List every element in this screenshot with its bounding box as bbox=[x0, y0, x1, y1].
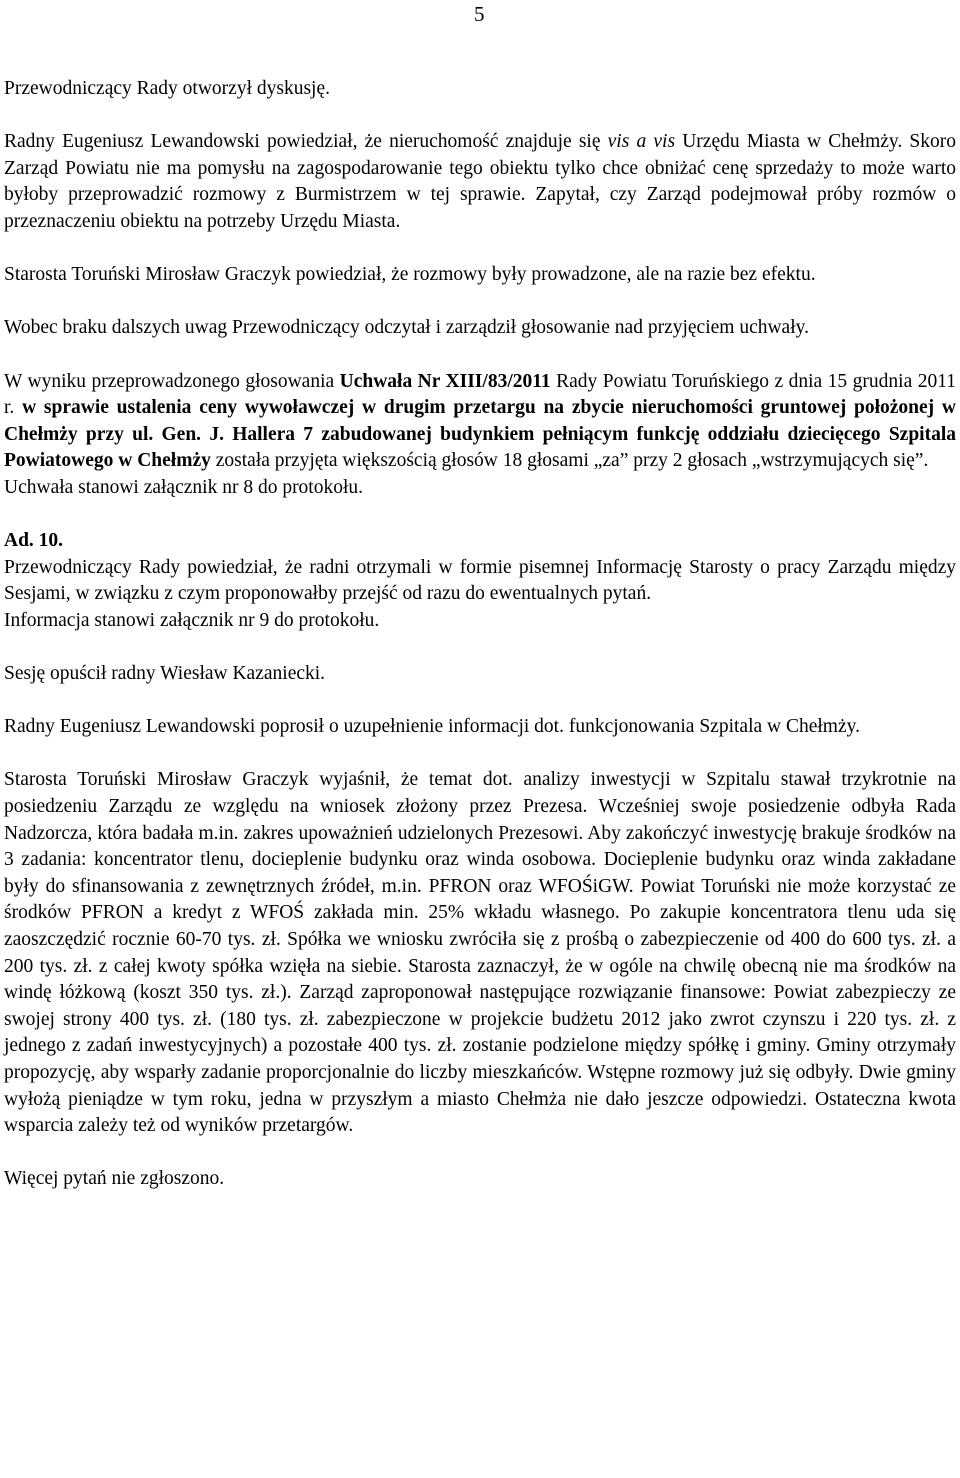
paragraph-hospital-explanation: Starosta Toruński Mirosław Graczyk wyjaśnił, że temat dot. analizy inwestycji w Szpitalu stawał trzykrotnie na posiedzeniu Zarządu ze względu na wniosek złożony przez Prezesa. Wcześniej swoje posiedzenie odbyła Rada Nadzorcza, która badała m.in. zakres upoważnień udzielonych Prezesowi. Aby zakończyć inwestycję brakuje środków na 3 zadania: koncentrator tlenu, docieplenie budynku oraz winda osobowa. Docieplenie budynku oraz winda zakładane były do sfinansowania z zewnętrznych źródeł, m.in. PFRON oraz WFOŚiGW. Powiat Toruński nie może korzystać ze środków PFRON a kredyt z WFOŚ zakłada min. 25% wkładu własnego. Po zakupie koncentratora tlenu uda się zaoszczędzić rocznie 60-70 tys. zł. Spółka we wniosku zwróciła się z prośbą o zabezpieczenie od 400 do 600 tys. zł. a 200 tys. zł. z całej kwoty spółka wzięła na siebie. Starosta zaznaczył, że w ogóle na chwilę obecną nie ma środków na windę łóżkową (koszt 350 tys. zł.). Zarząd zaproponował następujące rozwiązanie finansowe: Powiat zabezpieczy ze swojej strony 400 tys. zł. (180 tys. zł. zabezpieczone w projekcie budżetu 2012 jako zwrot czynszu i 220 tys. zł. z jednego z zadań inwestycyjnych) a pozostałe 400 tys. zł. zostanie podzielone między spółkę i gminy. Gminy otrzymały propozycję, aby wsparły zadanie proporcjonalnie do liczby mieszkańców. Wstępne rozmowy już się odbyły. Dwie gminy wyłożą pieniądze w tym roku, jedna w przyszłym a miasto Chełmża nie dało jeszcze odpowiedzi. Ostateczna kwota wsparcia zależy też od wyników przetargów. bbox=[4, 769, 956, 1137]
paragraph-hospital-request: Radny Eugeniusz Lewandowski poprosił o uzupełnienie informacji dot. funkcjonowania Szpitala w Chełmży. bbox=[4, 716, 860, 738]
paragraph-starosta-reply: Starosta Toruński Mirosław Graczyk powiedział, że rozmowy były prowadzone, ale na razie bez efektu. bbox=[4, 264, 816, 286]
paragraph-text: została przyjęta większością głosów 18 głosami „za” przy 2 głosach „wstrzymujących się”. bbox=[210, 450, 929, 472]
paragraph-text: Rady Powiatu Toruńskiego z dnia 15 grudnia 2011 r. bbox=[4, 370, 956, 419]
paragraph-text: Radny Eugeniusz Lewandowski powiedział, że nieruchomość znajduje się bbox=[4, 131, 608, 153]
attachment-note-8: Uchwała stanowi załącznik nr 8 do protokołu. bbox=[4, 476, 364, 498]
section-heading-text: Ad. 10. bbox=[4, 530, 64, 552]
section-heading-ad-10 bbox=[4, 528, 956, 555]
document-body bbox=[4, 76, 956, 1193]
paragraph-lewandowski-question bbox=[4, 129, 956, 235]
paragraph-no-more-questions: Więcej pytań nie zgłoszono. bbox=[4, 1168, 225, 1190]
paragraph-vote-announcement: Wobec braku dalszych uwag Przewodniczący odczytał i zarządził głosowanie nad przyjęciem uchwały. bbox=[4, 317, 809, 339]
resolution-number: Uchwała Nr XIII/83/2011 bbox=[339, 370, 551, 392]
attachment-note-9: Informacja stanowi załącznik nr 9 do protokołu. bbox=[4, 609, 380, 631]
paragraph-text: W wyniku przeprowadzonego głosowania bbox=[4, 370, 340, 392]
paragraph-resolution-result bbox=[4, 369, 956, 475]
italic-phrase: vis a vis bbox=[607, 131, 676, 153]
page-number: 5 bbox=[474, 2, 485, 26]
paragraph-councillor-left: Sesję opuścił radny Wiesław Kazaniecki. bbox=[4, 663, 326, 685]
paragraph-discussion-opened: Przewodniczący Rady otworzył dyskusję. bbox=[4, 78, 330, 99]
paragraph-text: Urzędu Miasta w Chełmży. Skoro Zarząd Powiatu nie ma pomysłu na zagospodarowanie tego obiektu tylko chce obniżać cenę sprzedaży to może warto byłoby przeprowadzić rozmowy z Burmistrzem w tej sprawie. Zapytał, czy Zarząd podejmował próby rozmów o przeznaczeniu obiektu na potrzeby Urzędu Miasta. bbox=[4, 131, 957, 232]
resolution-subject: w sprawie ustalenia ceny wywoławczej w drugim przetargu na zbycie nieruchomości gruntowej położonej w Chełmży przy ul. Gen. J. Hallera 7 zabudowanej budynkiem pełniącym funkcję oddziału dziecięcego Szpitala Powiatowego w Chełmży bbox=[4, 397, 956, 472]
paragraph-chairman-information: Przewodniczący Rady powiedział, że radni otrzymali w formie pisemnej Informację Starosty o pracy Zarządu między Sesjami, w związku z czym proponowałby przejść od razu do ewentualnych pytań. bbox=[4, 556, 956, 605]
